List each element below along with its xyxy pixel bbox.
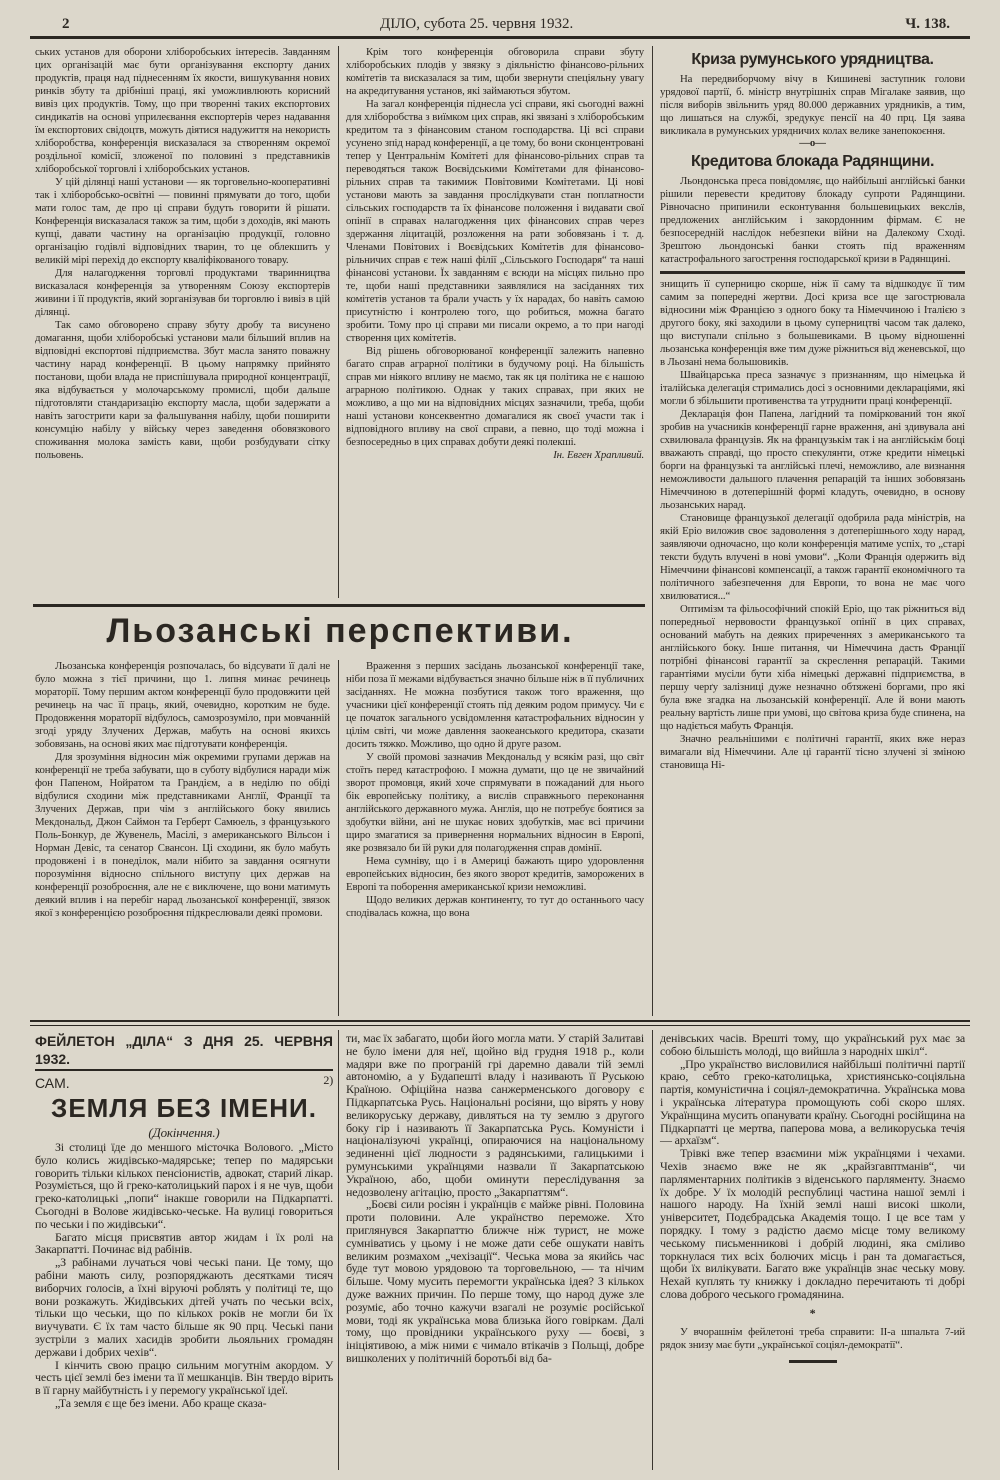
paragraph: Трівкі вже тепер взаємини між українцями і чехами. Чехів знаємо вже не як „крайзгавптманів“, чи парляментарних політиків з віденського парляменту. Знаємо їх добре. У їх молодій республиці частина нашої землі і нашого народу. На їхній землі наші високі школи, університет, Подєбрадська Академія тощо. І це все там у порядку. І тому з радістю даємо місце тому великому чеському письменникові і добрій людині, яка сміливо торкнулася тих всіх болючих місць і ран та домагається, щоби їх вилікувати. Багато вже українців знає чеську мову. Нехай куплять ту книжку і докладно перечитають ті добрі слова доброго чеського громадянина. (660, 1146, 965, 1301)
feuilleton-col3 (660, 1032, 965, 1363)
paragraph: Зі столиці їде до меншого місточка Волового. „Місто було колись жидівсько-мадярське; тепер по мадярськи говорить тільки кількох пенсіонистів, адвокат, старий лікар. Розуміється, що й греко-католицький парох і я не чув, щоби греко-католицькі „попи“ інакше говорили на Підкарпатті. Сьогодні в Волове жидівсько-чеське. На вулиці говориться по чеськи і по жидівськи“. (35, 1140, 333, 1231)
paragraph: Становище французької делегації одобрила рада міністрів, на якій Еріо виложив своє задоволення з дотеперішнього ходу нарад, заявляючи одночасно, що коли конференція матиме успіх, то „старі тексти будуть влучені в нові умови“. „Коли Франція одержить від Німеччини фінансові компенсації, а також гарантії економічного та політичного забезпечення для Европи, то вона не має чого хвилюватися...“ (660, 512, 965, 602)
feuilleton-col1 (35, 1032, 333, 1410)
page-number: 2 (62, 16, 70, 32)
header-rule (30, 36, 970, 39)
paragraph: „Боєві сили росіян і українців є майже рівні. Половина проти половини. Але українство переможе. Хто приглянувся Закарпаттю ближче ніж турист, не може сумніватись у цьому і не може дати себе ошукати навіть великим розмахом „чехізації“. Чеська мова за якийсь час буде тут мовою урядовою та торговельною, — та нічим більше. Чому мусить перемогти українська ідея? З кількох дуже важних причин. По перше тому, що народ дуже зле розуміє, або точно кажучи взагалі не розуміє російської мови, тоді як українська мова близька його говіркам. Далі тому, що провідники українського руху — боєві, з ініціятивою, а між ними є чимало втікачів з Польщі, добре вишколених у політичній боротьбі від ба- (346, 1197, 644, 1365)
paragraph: Щодо великих держав континенту, то тут до останнього часу сподівалась кожна, що вона (346, 894, 644, 919)
feuilleton-col1-body (35, 1141, 333, 1410)
lausanne-col1 (35, 660, 330, 920)
author-signature: Ін. Евген Храпливий. (553, 449, 644, 461)
paragraph: Для налагодження торговлі продуктами тваринництва висказалася конференція за утворенням Союзу експортерів живини і її продуктів, який зорганізував би торговлю і вивіз в цій ділянці. (35, 267, 330, 318)
feuilleton-title: ЗЕМЛЯ БЕЗ ІМЕНИ. (51, 1093, 317, 1123)
end-ornament (789, 1360, 837, 1363)
section-rule (33, 604, 645, 607)
paragraph: Значно реальнішими є політичні гарантії, яких вже нераз вимагали від Німеччини. Але ці гарантії тісно злучені зі зміною становища Ні- (660, 733, 965, 771)
separator-ornament: —o— (799, 137, 826, 149)
paragraph: Льозанська конференція розпочалась, бо відсувати її далі не було можна з тієї причини, що 1. липня минає речинець мораторії. Тому першим актом конференції було продовжити цей речинець на час її праць, який, очевидно, коротким не буде. Продовження мораторії відбулось, самозрозуміло, при мовчанній згоді уряду Злучених Держав, мабуть на основі якихсь зобовязань, на основі яких має підготувати конференція. (35, 660, 330, 750)
column-divider (338, 46, 339, 598)
column-divider (338, 1030, 339, 1470)
paragraph: Швайцарська преса зазначує з признанням, що німецька й італійська делегація стримались досі з основними деклараціями, які могли б збільшити противенства та утруднити праці конференції. (660, 369, 965, 407)
paragraph: ти, має їх забагато, щоби його могла мати. У старій Залитаві не було імени для неї, щойно від грудня 1918 р., коли мадяри вже по програній грі даремно давали тій землі автономію, а у Будапешті владу і називають її Руською Країною. Офіційна назва санжерменського договору є Підкарпатська Русь. Національні росіяни, що вірять у нову великоруську державу, дивляться на ту землю з другого боку гір і називають її Закарпатська Русь. Комуністи і націоналізуючі українці, опираючися на національному зединенні цієї людности з радянськими, галицькими і румунськими українцями назвали її Закарпатською Україною, або, щоби оминути переслідування за недозволену агітацію, просто „Закарпаттям“. (346, 1031, 644, 1199)
agrarian-col2-body (346, 46, 644, 449)
paragraph: Багато місця присвятив автор жидам і їх ролі на Закарпатті. Починає від рабінів. (35, 1229, 333, 1257)
paragraph: Льондонська преса повідомляє, що найбільші англійські банки рішили перевести кредитову блокаду супроти Радянщини. Рівночасно припинили есконтування большевицьких векслів, предложених англійським і закордонним фірмам. Є не безпосередній наслідок небезпеки війни на Далекому Сході. Зрештою льондонські банки стоять під враженням катастрофального загострення господарської кризи в Радянщині. (660, 175, 965, 265)
feuilleton-part: 2) (323, 1073, 333, 1087)
story-romanian-crisis (660, 73, 965, 138)
story-credit-blockade (660, 175, 965, 266)
feuilleton-rule (30, 1025, 970, 1026)
paragraph: І кінчить свою працю сильним могутнім акордом. У честь цієї землі без імени та її мешканців. Він твердо вірить в її гарну майбутність і у перемогу української ідеї. (35, 1357, 333, 1398)
paragraph: Декларація фон Папена, лагідний та поміркований тон якої зробив на учасників конференції гарне враження, ані здивувала ані схвилювала французів. Як на французькім так і на англійськім боці вважають справді, що просто спекулянти, отже кредити німецькі борги на французькі та англійські плечі, неможливо, але визнання неможливости дальшого плачення репарацій та інших зобовязань Німеччиною в дотеперішній формі кладуть, очевидно, в основу льозанських нарад. (660, 408, 965, 511)
paragraph: Нема сумніву, що і в Америці бажають щиро удоровлення европейських відносин, без якого зворот кредитів, заморожених в Европі та поборення американської кризи неможливі. (346, 855, 644, 893)
paragraph: „Та земля є ще без імени. Або краще сказа- (55, 1395, 267, 1410)
column-divider (338, 660, 339, 1016)
column-divider (652, 1030, 653, 1470)
paragraph: „Про українство висловилися найбільші політичні партії краю, себто греко-католицька, християнсько-соціяльна партія, комуністична і соціял-демократична. Українська мова і українська література промощують собі скоро шлях. Українщина мусить опанувати країну. Сьогодні російщина на Підкарпатті це мертва, паперова мова, а великоруська течія — архаїзм“. (660, 1056, 965, 1148)
lausanne-continuation (660, 278, 965, 772)
article-agrarian-col1 (35, 46, 330, 462)
paragraph: Враження з перших засідань льозанської конференції таке, ніби поза її межами відбувається значно більше ніж в її публичних засіданнях. Не можна позбутися також того враження, що учасники цієї конференції стоять під деяким родом примусу. Чи є це початок загального усвідомлення катастрофальних відносин у цілім світі, чи може давлення заокеанського кредитора, сказати досить тяжко. Можливо, що одно й друге разом. (346, 660, 644, 750)
headline-romanian-crisis: Криза румунського урядництва. (691, 51, 934, 68)
correction-note: У вчорашнім фейлетоні треба справити: ІІ-а шпальта 7-ий рядок знизу має бути „української соціял-демократії“. (660, 1325, 965, 1351)
feuilleton-col2 (346, 1032, 644, 1365)
feuilleton-subtitle: (Докінчення.) (148, 1125, 220, 1140)
column-divider (652, 46, 653, 1016)
paragraph: Оптимізм та фільософічний спокій Еріо, що так ріжниться від попередньої нервовости французької опінії в цих справах, оснований мабуть на деяких приреченнях з американського та англійського боку. Інше питання, чи Німеччина дасть Франції потрібні фінансові гарантії за скреслення репарацій. Такими гарантіями мусіли бути хіба німецькі державні підприємства, в першу черґу залізниці дуже незначно обтяжені боргами, про які була вже згадка на льозанській конференції. Але й вони мають реальну вартість лише при умові, що світова криза буде спинена, на що надіється мабуть Франція. (660, 603, 965, 732)
paragraph: Від рішень обговорюваної конференції залежить напевно багато справ аграрної політики в будучому році. На більшість справ ми ніякого впливу не маємо, так як ця політика не є нашою аграрною політикою. Однак у таких справах, при яких не можливо, а що ми на відповідних місцях зазначили, треба, щоби наші установи консеквентно домагалися як своєї участи так і відповідного впливу на свої справи, а певно, що тоді можна і безпосередньо в цих справах добути деякі полекші. (346, 345, 644, 448)
article-agrarian-col2 (346, 46, 644, 462)
issue-number: Ч. 138. (905, 16, 950, 32)
headline-credit-blockade: Кредитова блокада Радянщини. (690, 153, 934, 170)
feuilleton-col3-body (660, 1032, 965, 1301)
headline-lausanne: Льозанські перспективи. (106, 612, 574, 650)
feuilleton-banner: ФЕЙЛЕТОН „ДІЛА“ З ДНЯ 25. ЧЕРВНЯ 1932. (35, 1032, 333, 1071)
masthead: ДІЛО, субота 25. червня 1932. (380, 16, 574, 32)
paragraph: Так само обговорено справу збуту дробу та висунено домагання, щоби хліборобські установи мали більший вплив на відповідні експортові підприємства. Збут масла занято поважну частину нарад конференції. В цьому напрямку прийнято постанови, щоби влада не приспішувала природної концентрації, яка відбувається у молочарському промислі, щоби дальше підготовляти стандаризацію експорту масла, щоби задержати а навіть загострити кари за фальшування набілу, щоби поширити консумцію набілу у війську через заведення обовязкового споживання молока замість кави, щоби розбудувати сітку польовень. (35, 319, 330, 461)
column-right-news (660, 46, 965, 772)
paragraph: знищить її суперницю скорше, ніж її саму та відшкодує її тим самим за попередні жертви. Досі криза все ще загострювала відносини між Францією з одного боку та Німеччиною і Італією з другого боку, які заходили в цьому суперництві часом так далеко, що виступали спільно з большевиками. В цьому відношенні льозанська конференція вже тим дуже ріжниться від женевської, що в Льозані нема большовиків. (660, 278, 965, 368)
paragraph: ських установ для оборони хліборобських інтересів. Завданням цих організацій має бути організування експорту даних продуктів, праця над піднесенням їх якости, вишукування нових ринків збуту та дрібніші праці, які уможливлюють корисний вивіз цих продуктів. Тому, що при творенні таких експортових синдикатів на основі уприлеєвання експортерів через надавання їм експортових свідоцтв, можуть діятися надужиття на некористь хліборобства, конференція висказалася за створенням окремої роздільної комісії, зложеної по половині з представників хліборобської торговлі і хліборобських установ. (35, 46, 330, 175)
feuilleton-rule (30, 1020, 970, 1022)
paragraph: На передвиборчому вічу в Кишиневі заступник голови урядової партії, б. міністр внутрішніх справ Мігалаке заявив, що після виборів звільнить уряд 80.000 державних урядників, а тим, що лишаться на службі, зредукує пенсії на 40 прц. Ця заява викликала в румунських урядничих колах велике занепокоєння. (660, 73, 965, 137)
lausanne-col2 (346, 660, 644, 920)
separator-star: * (809, 1305, 816, 1320)
paragraph: Для зрозуміння відносин між окремими групами держав на конференції не треба забувати, що в суботу відбулися наради між фон Папеном, Нойратом та Грандієм, а в неділю по обіді відбулися сходини між представниками Англії, Франції та Злучених Держав, при чім з англійського боку явились Мекдональд, Джон Саймон та Герберт Самюель, з французького Поль-Бонкур, де Жувенель, Масілі, з американського Вільсон і Норман Девіс, та сенатор Свансон. Ці сходини, як було мабуть продовжені і в понеділок, мали нібито за завдання осягнути порозуміння відносно спільного виступу цих держав на конференції розоброєння, але не є виключене, що вони матимуть деякий вплив і на перебіг нарад льозанської конференції, звязок якої з конференцією розоброєння підкреслювали деякі промови. (35, 751, 330, 919)
paragraph: денівських часів. Врешті тому, що український рух має за собою більшість молоді, що вийшла з народніх шкіл“. (660, 1031, 965, 1058)
feuilleton-author: САМ. (35, 1075, 70, 1091)
paragraph: У цій ділянці наші установи — як торговельно-кооперативні так і хліборобсько-освітні — повинні прямувати до того, щоби мати голос там, де про ці справи будуть говорити й рішати. Конференція висказалася також за тим, щоби з доходів, які мають купці, давати частину на організацію продукції, головно організацію годівлі відповідних тварин, то це облекшить у великій мірі перехід до експорту кваліфікованого товару. (35, 176, 330, 266)
paragraph: На загал конференція піднесла усі справи, які сьогодні важні для хліборобства з виїмком цих справ, які звязані з хліборобським кредитом та з фінансовим станом господарства. Ці всі справи усунено зпід нарад конференції, а це тому, бо вони сконцентровані тепер у Центральнім Комітеті для фінансово-рільних справ та переводяться також Воєвідськими Комітетами для фінансово-рільних справ та такимиж Повітовими Комітетами. Ці нові установи мають за завдання прослідкувати стан поплатности сільських господарств та їх фінансове положення і видавати свої опінії в справах налагодження цих фінансових справ через здержання ліцитацій, розложення на рати зобовязань і т. д. Членами Повітових і Воєвідських Комітетів для фінансово-рільничих справ є теж наші філії „Сільського Господаря“ та наші фінансові установи. Їх завданням є всюди на місцях пильно про те, щоби наші представники заявлялися на засіданнях тих комітетів установ та брали участь у їх нарадах, бо навіть самою присутністю і контролею того, що робиться, можна багато зробити. Тому про ці справи ми писали окремо, а то при нагоді створення цих комітетів. (346, 98, 644, 344)
paragraph: „З рабінами лучаться чові чеські пани. Це тому, що рабіни мають силу, розпоряджають десятками тисяч виборчих голосів, а їхні віруючі роблять у політиці те, що вони розкажуть. Жидівських дітей учать по чеськи всіх, тільки що чеськи, що по кількох років не могли би їх виучувати. Є їх там часто більше як 90 прц. Чеські пани зустріли з малих хасидів зробити льояльних громадян держави і добрих чехів“. (35, 1255, 333, 1359)
paragraph: У своїй промові зазначив Мекдональд у всякім разі, що світ стоїть перед катастрофою. І можна думати, що це не звичайний зворот промовця, який хоче спрямувати в пожаданий для нього бік европейську політику, а вислів справжнього переконання англійського державного мужа. Англія, що не потребує боятися за здобутки війни, ані не шукає нових здобутків, має всі причини щиро змагатися за привернення нормальних відносин в Европі, яке розвязало би їй руки для полагодження справ домінії. (346, 751, 644, 854)
paragraph: Крім того конференція обговорила справи збуту хліборобських плодів у звязку з діяльністю фінансово-рільних комітетів та висказалася за тим, щоби звернути спеціяльну увагу на акредитування установ, які займаються збутом. (346, 46, 644, 97)
section-rule (660, 271, 965, 274)
